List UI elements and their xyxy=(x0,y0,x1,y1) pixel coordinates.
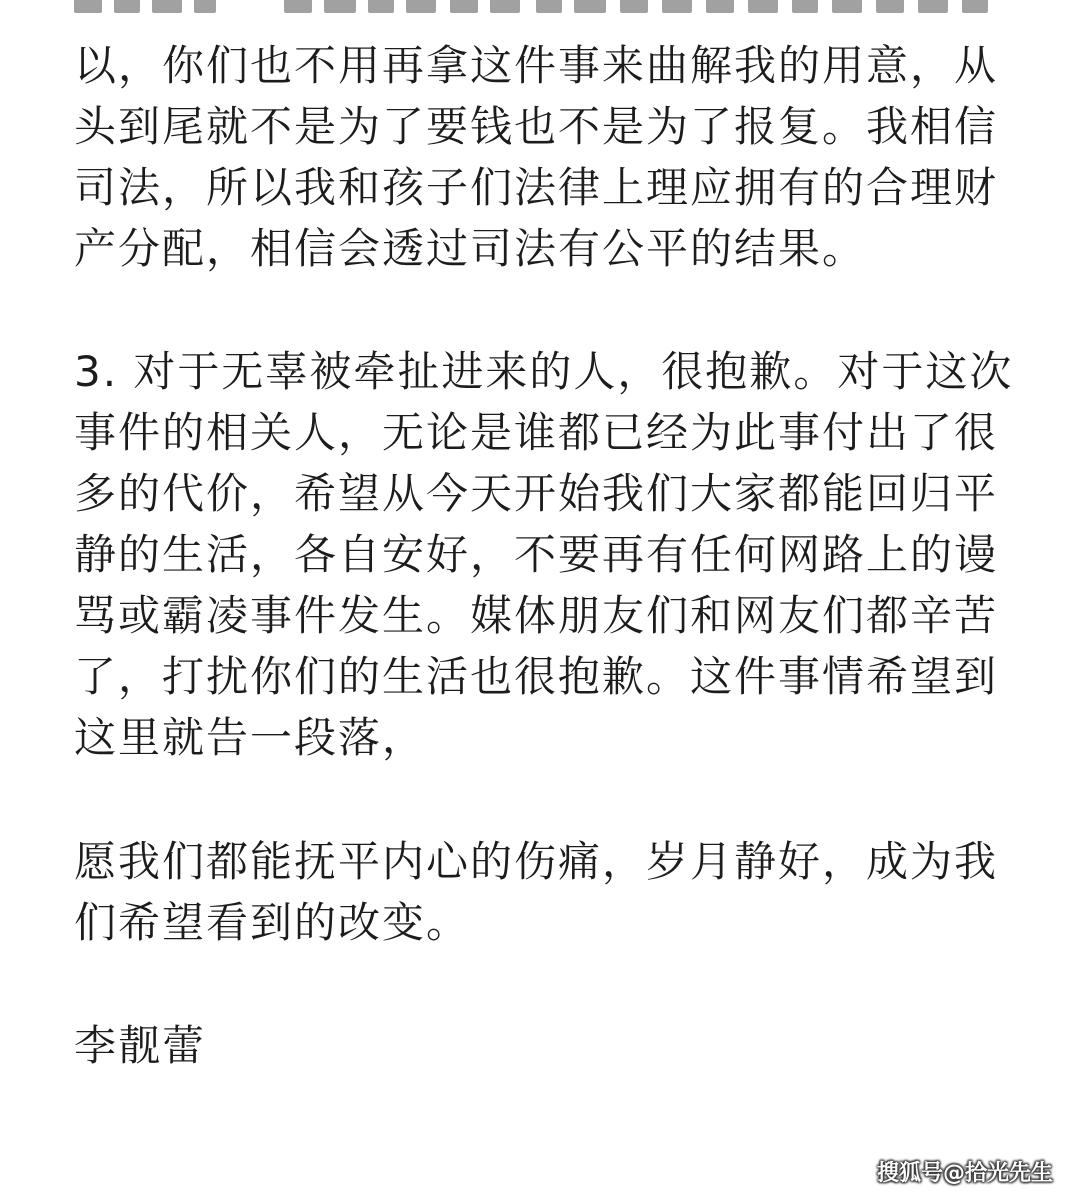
watermark: 搜狐号@拾光先生 xyxy=(876,1161,1053,1186)
paragraph-legal-statement xyxy=(74,35,999,279)
paragraph-closing-wish xyxy=(74,831,999,953)
text-line: 头到尾就不是为了要钱也不是为了报复。我相信 xyxy=(74,102,999,151)
paragraph-apology xyxy=(74,341,1014,768)
signature-name: 李靓蕾 xyxy=(74,1021,207,1070)
text-line: 了，打扰你们的生活也很抱歉。这件事情希望到 xyxy=(74,652,999,701)
text-line: 3. 对于无辜被牵扯进来的人，很抱歉。对于这次 xyxy=(74,347,1014,396)
text-line: 骂或霸凌事件发生。媒体朋友们和网友们都辛苦 xyxy=(74,591,999,640)
cropped-text-fragment xyxy=(74,0,1004,15)
text-line: 们希望看到的改变。 xyxy=(74,898,471,947)
cropped-top-line xyxy=(74,0,1004,24)
signature xyxy=(74,1015,994,1076)
text-line: 司法，所以我和孩子们法律上理应拥有的合理财 xyxy=(74,163,999,212)
text-line: 静的生活，各自安好，不要再有任何网路上的谩 xyxy=(74,530,999,579)
text-line: 以，你们也不用再拿这件事来曲解我的用意，从 xyxy=(74,41,999,90)
text-line: 愿我们都能抚平内心的伤痛，岁月静好，成为我 xyxy=(74,837,999,886)
text-line: 产分配，相信会透过司法有公平的结果。 xyxy=(74,224,867,273)
text-line: 事件的相关人，无论是谁都已经为此事付出了很 xyxy=(74,408,999,457)
text-line: 这里就告一段落， xyxy=(74,713,427,762)
text-line: 多的代价，希望从今天开始我们大家都能回归平 xyxy=(74,469,999,518)
